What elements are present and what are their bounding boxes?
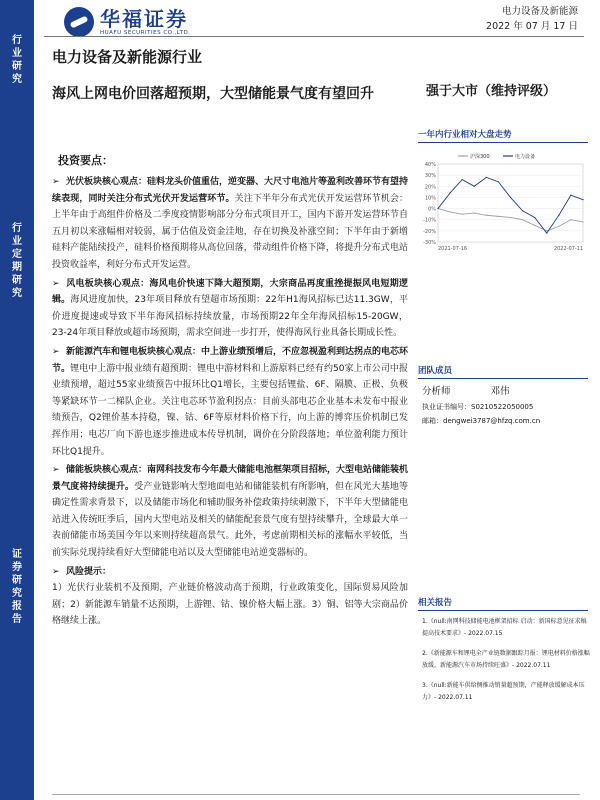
paragraph-text: 1）光伏行业装机不及预期，产业链价格波动高于预期，行业政策变化，国际贸易风险加剧；2）新能源车销量不达预期，上游锂、钴、镍价格大幅上涨。3）铜、铝等大宗商品价格继续上涨。 (52, 583, 408, 627)
cert-number: S0210522050005 (471, 403, 534, 411)
header-divider (44, 36, 584, 37)
bullet-icon: ➢ (52, 465, 60, 476)
series-point (510, 217, 511, 218)
y-tick-label: 0% (428, 206, 436, 213)
paragraph-text: 关注下半年分布式光伏开发运营环节机会：上半年由于高组件价格及二季度疫情影响部分分布式项目开工，国内下游开发运营环节自五月初以来涨幅相对较弱，属于估值及资金洼地，存在切换及补涨空间；下半年由于新增硅料产能陆续投产，硅料价格预期将从高位回落，带动组件价格下降，将提升分布式电站投资收益率，利好分布式开发运营。 (52, 193, 408, 270)
series-point (582, 199, 583, 200)
series-point (546, 232, 547, 233)
bullet-icon: ➢ (52, 177, 60, 187)
series-point (474, 186, 475, 187)
y-tick-label: 10% (424, 195, 436, 202)
series-point (462, 179, 463, 180)
analyst-role: 分析师 (422, 386, 451, 397)
legend-label: 电力设备 (515, 154, 536, 160)
sidebar-label-bottom: 证券研究报告 (12, 549, 22, 625)
section-heading: 投资要点： (58, 154, 113, 167)
series-point (486, 215, 487, 216)
paragraph-text: 锂电中上游中报业绩有超预期：锂电中游材料和上游原料已经有约50家上市公司中报业绩预增，超过55家业绩预告中报环比Q1增长，主要包括锂盐、6F、隔膜、正极、负极等紧缺环节一二梯队企业。关注电芯环节盈利拐点：目前头部电芯企业基本未发布中报业绩预告，Q2锂价基本持稳，镍、钴、6F等原材料价格下行，向上游的博弈压价机制已发挥作用；电芯厂向下游也逐步推进成本传导机制，调价在分阶段落地；单位盈利能力预计环比Q1提升。 (52, 363, 408, 457)
y-tick-label: -10% (423, 217, 436, 224)
investment-points (52, 174, 408, 630)
series-point (558, 215, 559, 216)
y-tick-label: 30% (424, 173, 436, 180)
related-report-item[interactable]: 2.《新能源车和锂电全产业链数据跟踪月报：锂电材料价格涨幅放缓，新能源汽车市场持续旺盛》- 2022.07.11 (422, 650, 590, 669)
x-tick-label: 2021-07-16 (438, 246, 468, 252)
series-point (522, 219, 523, 220)
chart-heading-rule (418, 142, 588, 143)
related-report-item[interactable]: 1.《null:南网科技储能电池框架招标 启动：新国标意见征求稿提高技术要求》- 2022.07.15 (422, 618, 587, 637)
sidebar-label-top: 行业研究 (12, 35, 22, 85)
y-tick-label: -30% (423, 240, 436, 246)
paragraph-lead: 风险提示： (66, 566, 112, 577)
footer-divider (52, 794, 580, 795)
company-logo (64, 4, 190, 40)
bullet-icon: ➢ (52, 346, 60, 357)
header-industry: 电力设备及新能源 (501, 6, 578, 17)
paragraph-wind (52, 276, 408, 342)
left-sidebar (0, 0, 34, 800)
logo-icon (64, 7, 94, 37)
related-heading-rule (418, 610, 588, 611)
logo-en-text: HUAFU SECURITIES CO.,LTD. (100, 30, 191, 36)
analyst-card (422, 384, 588, 428)
paragraph-lead: 储能板块核心观点：南网科技发布今年最大储能电池框架项目招标，大型电站储能装机景气度将持续提升。 (52, 465, 409, 492)
relative-performance-chart (418, 146, 588, 258)
y-tick-label: 20% (424, 184, 436, 191)
series-point (534, 225, 535, 226)
series-point (558, 226, 559, 227)
paragraph-text: 受产业链影响大型地面电站和储能装机有所影响，但在风光大基地等确定性需求背景下，以及储能市场化和辅助服务补偿政策持续刺激下，下半年大型储能电站进入传统旺季后，国内大型电站及相关的储能配套景气度有望持续攀升，全球最大单一表前储能市场美国今年以来则持续超高景气。此外，考虑前期相关标的涨幅水平较低，当前实际兑现持续看好大型储能电站以及大型储能电站逆变器标的。 (52, 481, 408, 559)
y-tick-label: 40% (424, 162, 436, 168)
series-point (546, 230, 547, 231)
header-meta (486, 4, 578, 34)
paragraph-lead: 风电板块核心观点：海风电价快速下降大超预期，大宗商品再度重挫提振风电短期逻辑。 (52, 278, 408, 306)
series-point (449, 192, 450, 193)
series-point (510, 197, 511, 198)
plot-frame (438, 164, 583, 242)
paragraph-pv (52, 174, 408, 274)
team-heading-rule (418, 378, 588, 379)
paragraph-lead: 光伏板块核心观点：硅料龙头价值重估，逆变器、大尺寸电池片等盈利改善环节有望持续表现，同时关注分布式光伏开发运营环节。 (52, 177, 409, 204)
series-point (462, 214, 463, 215)
series-point (498, 181, 499, 182)
related-report-item[interactable]: 3.《null:新能车供给侧推动销量超预期，产能释放缓解成本压力》- 2022.07.11 (422, 682, 585, 701)
series-point (474, 212, 475, 213)
cert-label: 执业证书编号： (422, 403, 471, 411)
team-heading: 团队成员 (418, 366, 453, 376)
series-point (486, 177, 487, 178)
series-point (570, 219, 571, 220)
industry-title: 电力设备及新能源行业 (52, 48, 203, 66)
header-date: 2022 年 07 月 17 日 (486, 21, 578, 32)
logo-cn-text: 华福证券 (100, 7, 188, 31)
series-point (534, 217, 535, 218)
legend-label: 沪深300 (470, 154, 490, 160)
sidebar-label-mid: 行业定期研究 (12, 223, 22, 299)
series-point (449, 211, 450, 212)
paragraph-lead: 新能源汽车和锂电板块核心观点：中上游业绩预增后，不应忽视盈利到达拐点的电芯环节。 (52, 346, 409, 374)
bullet-icon: ➢ (52, 566, 60, 577)
y-tick-label: -20% (423, 228, 436, 235)
chart-heading: 一年内行业相对大盘走势 (418, 130, 512, 140)
analyst-name: 邓伟 (490, 386, 510, 397)
paragraph-text: 海风进度加快，23年项目释放有望超市场预期：22年H1海风招标已达11.3GW，平价进度提速或导致下半年海风招标持续放量，市场预期22年全年海风招标15-20GW，23-24年项目释放或超市场预期，需求空间进一步打开，使得海风行业具备长期成长性。 (52, 295, 408, 339)
series-point (498, 216, 499, 217)
rating-label: 强于大市（维持评级） (426, 84, 557, 99)
analyst-email[interactable]: dengwei3787@hfzq.com.cn (443, 417, 541, 425)
series-point (582, 221, 583, 222)
series-point (437, 208, 438, 209)
series-point (522, 210, 523, 211)
related-heading: 相关报告 (418, 598, 453, 608)
paragraph-ev-battery (52, 344, 408, 460)
report-title: 海风上网电价回落超预期，大型储能景气度有望回升 (52, 86, 374, 102)
paragraph-storage (52, 462, 408, 562)
email-label: 邮箱： (422, 417, 443, 425)
bullet-icon: ➢ (52, 278, 60, 289)
paragraph-risk (52, 564, 408, 630)
x-tick-label: 2022-07-11 (553, 246, 583, 252)
series-point (570, 195, 571, 196)
related-reports (422, 616, 590, 712)
